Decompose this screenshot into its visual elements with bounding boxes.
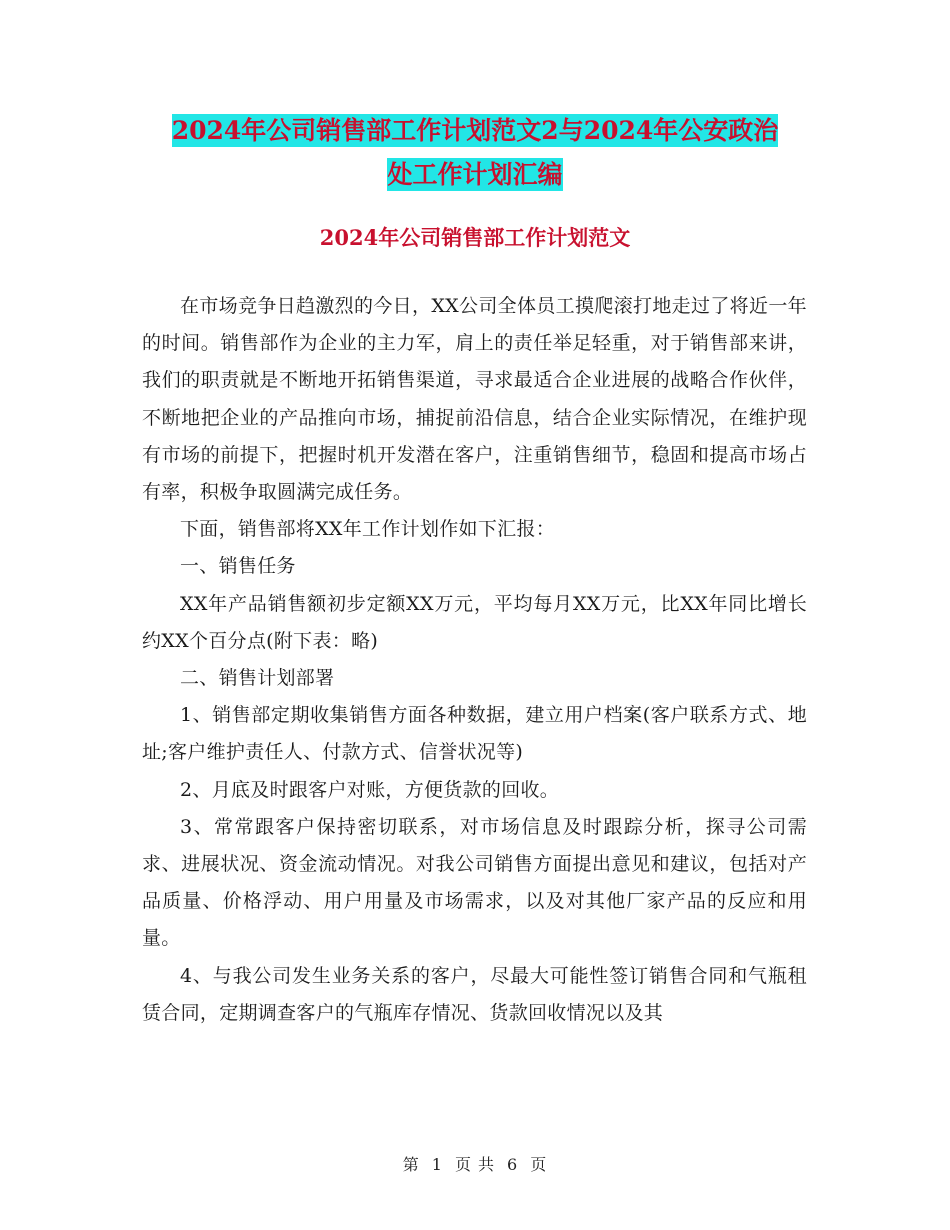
title-highlight: 处工作计划汇编: [387, 160, 563, 189]
page-label-middle: 页 共: [454, 1155, 496, 1174]
document-title-line-2: [0, 152, 950, 198]
page-footer: [0, 1152, 950, 1175]
paragraph-intro: 在市场竞争日趋激烈的今日，XX公司全体员工摸爬滚打地走过了将近一年的时间。销售部作为企业的主力军，肩上的责任举足轻重，对于销售部来讲，我们的职责就是不断地开拓销售渠道，寻求最适合企业进展的战略合作伙伴，不断地把企业的产品推向市场，捕捉前沿信息，结合企业实际情况，在维护现有市场的前提下，把握时机开发潜在客户，注重销售细节，稳固和提高市场占有率，积极争取圆满完成任务。: [142, 295, 807, 504]
heading-sales-task: 一、销售任务: [180, 555, 296, 578]
page-number-current: 1: [431, 1155, 443, 1174]
paragraph-plan-item-1: 1、销售部定期收集销售方面各种数据，建立用户档案(客户联系方式、地址;客户维护责任人、付款方式、信誉状况等): [142, 704, 807, 764]
page-label-prefix: 第: [402, 1155, 420, 1174]
page-number-total: 6: [507, 1155, 519, 1174]
document-body: [142, 288, 807, 1032]
paragraph-plan-item-4: 4、与我公司发生业务关系的客户，尽最大可能性签订销售合同和气瓶租赁合同，定期调查客户的气瓶库存情况、货款回收情况以及其: [142, 964, 807, 1024]
document-title-line-1: [0, 108, 950, 154]
paragraph-plan-item-2: 2、月底及时跟客户对账，方便货款的回收。: [180, 778, 560, 801]
paragraph-sales-target: XX年产品销售额初步定额XX万元，平均每月XX万元，比XX年同比增长约XX个百分点(附下表：略): [142, 592, 807, 652]
paragraph-report-intro: 下面，销售部将XX年工作计划作如下汇报：: [180, 518, 556, 541]
paragraph-plan-item-3: 3、常常跟客户保持密切联系，对市场信息及时跟踪分析，探寻公司需求、进展状况、资金流动情况。对我公司销售方面提出意见和建议，包括对产品质量、价格浮动、用户用量及市场需求，以及对其他厂家产品的反应和用量。: [142, 815, 807, 950]
heading-sales-plan: 二、销售计划部署: [180, 667, 335, 690]
section-heading: 2024年公司销售部工作计划范文: [319, 225, 631, 250]
page-label-suffix: 页: [530, 1155, 548, 1174]
title-highlight: 2024年公司销售部工作计划范文2与2024年公安政治: [171, 116, 779, 145]
